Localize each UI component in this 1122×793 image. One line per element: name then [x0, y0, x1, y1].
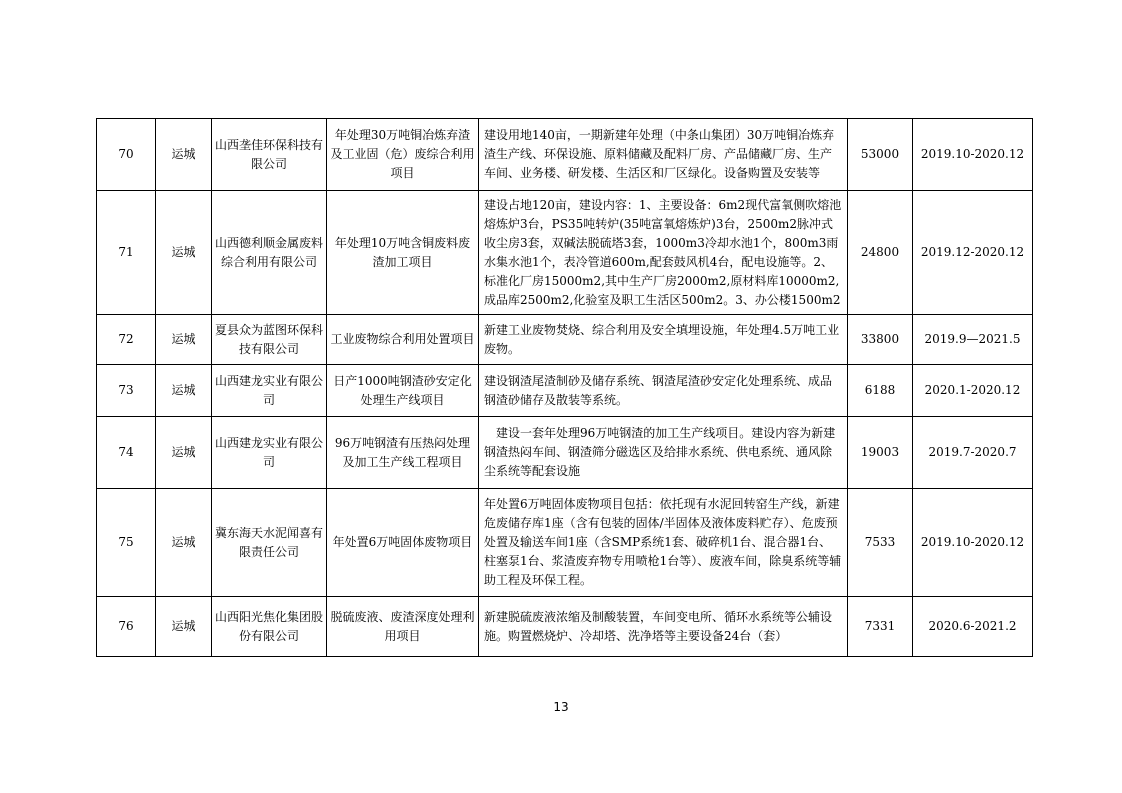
row-city: 运城	[156, 417, 212, 489]
row-project: 年处理10万吨含铜废料废渣加工项目	[327, 191, 479, 315]
row-project: 年处理30万吨铜冶炼弃渣及工业固（危）废综合利用项目	[327, 119, 479, 191]
row-period: 2019.12-2020.12	[913, 191, 1033, 315]
row-investment: 53000	[848, 119, 913, 191]
row-company: 山西建龙实业有限公司	[212, 365, 327, 417]
row-number: 72	[97, 315, 156, 365]
row-content: 建设占地120亩，建设内容：1、主要设备：6m2现代富氧侧吹熔池熔炼炉3台，PS35吨转炉(35吨富氧熔炼炉)3台，2500m2脉冲式收尘房3套，双碱法脱硫塔3套，1000m3冷却水池1个，800m3雨水集水池1个，表冷管道600m,配套鼓风机4台，配电设施等。2、标准化厂房15000m2,其中生产厂房2000m2,原材料库10000m2,成品库2500m2,化验室及职工生活区500m2。3、办公楼1500m2	[479, 191, 848, 315]
row-investment: 19003	[848, 417, 913, 489]
row-company: 山西建龙实业有限公司	[212, 417, 327, 489]
row-project: 工业废物综合利用处置项目	[327, 315, 479, 365]
row-number: 75	[97, 489, 156, 597]
table-row	[97, 315, 1033, 365]
row-content: 新建工业废物焚烧、综合利用及安全填埋设施，年处理4.5万吨工业废物。	[479, 315, 848, 365]
row-city: 运城	[156, 191, 212, 315]
row-period: 2020.6-2021.2	[913, 597, 1033, 657]
page-number: 13	[553, 700, 569, 714]
row-number: 76	[97, 597, 156, 657]
row-investment: 6188	[848, 365, 913, 417]
table-row	[97, 417, 1033, 489]
row-content: 年处置6万吨固体废物项目包括：依托现有水泥回转窑生产线，新建危废储存库1座（含有包装的固体/半固体及液体废料贮存）、危废预处置及输送车间1座（含SMP系统1套、破碎机1台、混合器1台、柱塞泵1台、浆渣废弃物专用喷枪1台等）、废液车间，除臭系统等辅助工程及环保工程。	[479, 489, 848, 597]
row-investment: 33800	[848, 315, 913, 365]
row-investment: 7533	[848, 489, 913, 597]
row-number: 71	[97, 191, 156, 315]
table-row	[97, 597, 1033, 657]
row-investment: 24800	[848, 191, 913, 315]
row-city: 运城	[156, 315, 212, 365]
row-number: 70	[97, 119, 156, 191]
table-row	[97, 119, 1033, 191]
row-company: 冀东海天水泥闻喜有限责任公司	[212, 489, 327, 597]
row-city: 运城	[156, 597, 212, 657]
row-city: 运城	[156, 119, 212, 191]
row-company: 山西垄佳环保科技有限公司	[212, 119, 327, 191]
row-project: 脱硫废液、废渣深度处理利用项目	[327, 597, 479, 657]
row-period: 2020.1-2020.12	[913, 365, 1033, 417]
row-project: 96万吨钢渣有压热闷处理及加工生产线工程项目	[327, 417, 479, 489]
row-project: 日产1000吨钢渣砂安定化处理生产线项目	[327, 365, 479, 417]
row-content: 建设用地140亩，一期新建年处理（中条山集团）30万吨铜冶炼弃渣生产线、环保设施、原料储藏及配料厂房、产品储藏厂房、生产车间、业务楼、研发楼、生活区和厂区绿化。设备购置及安装等	[479, 119, 848, 191]
row-company: 山西德利顺金属废料综合利用有限公司	[212, 191, 327, 315]
row-period: 2019.7-2020.7	[913, 417, 1033, 489]
row-city: 运城	[156, 489, 212, 597]
row-company: 夏县众为蓝图环保科技有限公司	[212, 315, 327, 365]
row-project: 年处置6万吨固体废物项目	[327, 489, 479, 597]
row-period: 2019.10-2020.12	[913, 489, 1033, 597]
row-period: 2019.9—2021.5	[913, 315, 1033, 365]
row-content: 建设一套年处理96万吨钢渣的加工生产线项目。建设内容为新建钢渣热闷车间、钢渣筛分磁选区及给排水系统、供电系统、通风除尘系统等配套设施	[479, 417, 848, 489]
row-investment: 7331	[848, 597, 913, 657]
row-period: 2019.10-2020.12	[913, 119, 1033, 191]
row-content: 新建脱硫废液浓缩及制酸装置，车间变电所、循环水系统等公辅设施。购置燃烧炉、冷却塔、洗净塔等主要设备24台（套）	[479, 597, 848, 657]
row-city: 运城	[156, 365, 212, 417]
row-company: 山西阳光焦化集团股份有限公司	[212, 597, 327, 657]
row-number: 74	[97, 417, 156, 489]
row-content: 建设钢渣尾渣制砂及储存系统、钢渣尾渣砂安定化处理系统、成品钢渣砂储存及散装等系统。	[479, 365, 848, 417]
table-row	[97, 489, 1033, 597]
table-row	[97, 191, 1033, 315]
row-number: 73	[97, 365, 156, 417]
project-table	[96, 118, 1033, 657]
table-row	[97, 365, 1033, 417]
